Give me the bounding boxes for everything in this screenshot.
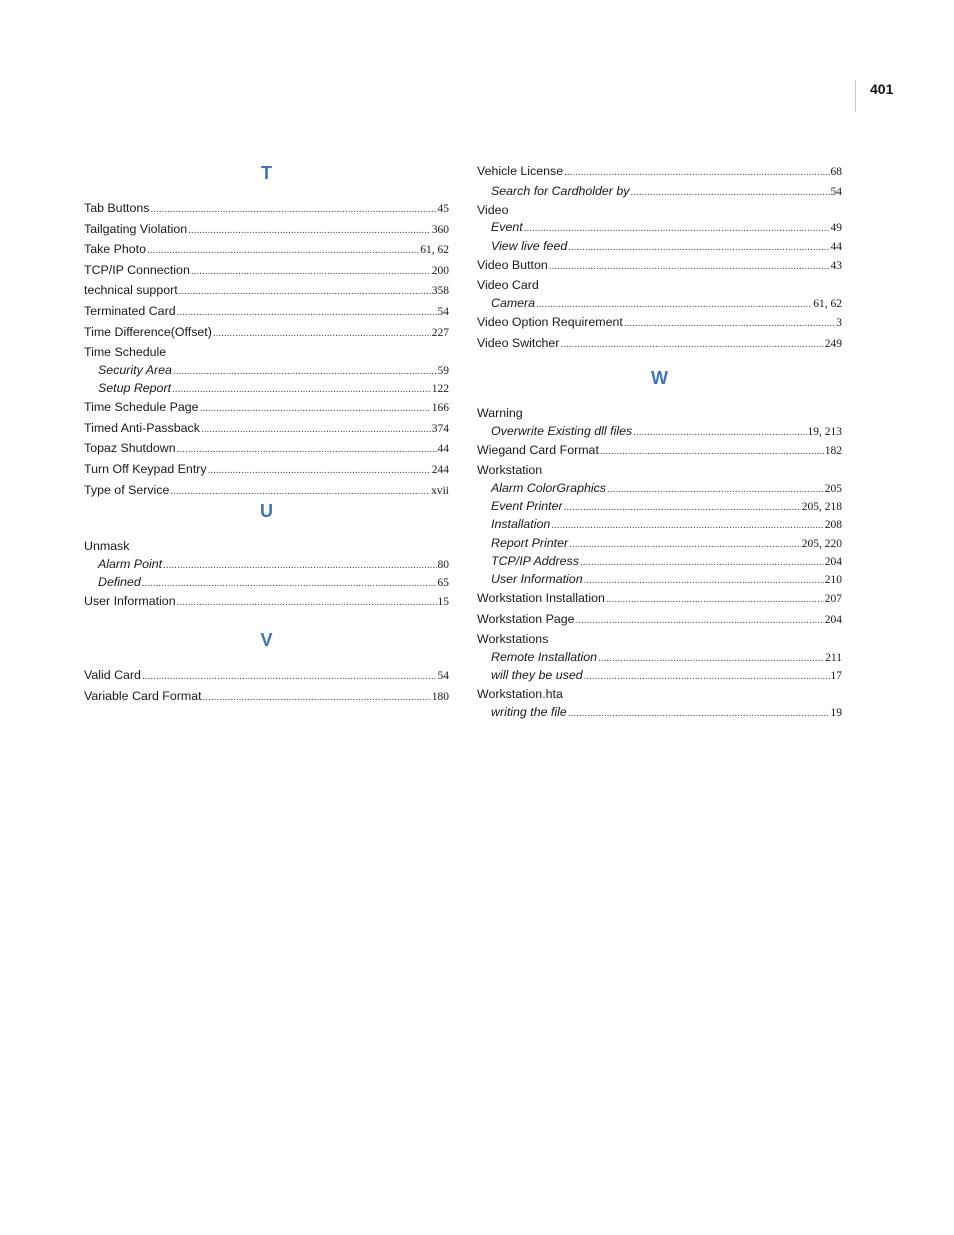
page-reference-link[interactable]: 227: [431, 326, 449, 339]
index-term: Alarm ColorGraphics: [491, 480, 606, 495]
page-reference-link[interactable]: 19, 213: [807, 425, 842, 438]
dot-leader: [584, 571, 824, 589]
dot-leader: [201, 419, 431, 440]
dot-leader: [607, 480, 824, 498]
index-subentry: [477, 571, 842, 589]
dot-leader: [598, 649, 824, 667]
index-term: Terminated Card: [84, 303, 176, 318]
dot-leader: [203, 687, 431, 708]
dot-leader: [524, 219, 830, 237]
dot-leader: [624, 313, 835, 334]
page-reference-link[interactable]: 205: [824, 482, 842, 495]
page-reference-link[interactable]: 211: [825, 651, 842, 664]
section-letter-heading: W: [651, 368, 668, 388]
page-reference-link[interactable]: 54: [437, 305, 449, 318]
page-reference-link[interactable]: xvii: [431, 484, 449, 497]
page-reference-link[interactable]: 3: [836, 317, 842, 330]
page-reference-link[interactable]: 182: [824, 444, 842, 457]
index-term: will they be used: [491, 668, 583, 683]
index-entry-list: [84, 666, 449, 707]
index-term: Search for Cardholder by: [491, 183, 630, 198]
index-entry: [477, 461, 842, 480]
index-term: Overwrite Existing dll files: [491, 423, 633, 438]
page-reference-link[interactable]: 208: [824, 519, 842, 532]
index-term: writing the file: [491, 704, 567, 719]
index-term: Tailgating Violation: [84, 221, 188, 236]
index-entry-list: [477, 404, 842, 722]
index-term: Setup Report: [98, 380, 172, 395]
index-term: Time Schedule: [84, 345, 167, 360]
index-entry: [477, 404, 842, 423]
index-entry: [477, 256, 842, 277]
index-term: Timed Anti-Passback: [84, 420, 200, 435]
page-reference-link[interactable]: 244: [431, 463, 449, 476]
index-term: Vehicle License: [477, 164, 564, 178]
dot-leader: [551, 516, 824, 534]
index-term: Report Printer: [491, 535, 569, 550]
index-term: Warning: [477, 406, 523, 420]
index-subentry: [477, 183, 842, 201]
page-reference-link[interactable]: 61, 62: [420, 244, 449, 257]
index-entry: [477, 334, 842, 355]
page-reference-link[interactable]: 44: [830, 240, 842, 253]
page-reference-link[interactable]: 61, 62: [813, 297, 842, 310]
index-term: User Information: [84, 594, 176, 608]
index-term: Defined: [98, 574, 141, 589]
page-reference-link[interactable]: 68: [830, 166, 842, 178]
index-term: Time Difference(Offset): [84, 324, 212, 339]
index-term: Video Card: [477, 278, 539, 293]
index-entry: [84, 323, 449, 344]
index-term: Variable Card Format: [84, 688, 202, 703]
index-term: technical support: [84, 283, 178, 298]
index-term: Type of Service: [84, 482, 170, 497]
index-entry: [84, 240, 449, 261]
index-term: Video Option Requirement: [477, 315, 623, 330]
index-term: Camera: [491, 295, 536, 310]
page-number: 401: [870, 81, 894, 97]
index-term: Tab Buttons: [84, 201, 150, 215]
page-reference-link[interactable]: 200: [431, 264, 449, 277]
index-entry-list: [477, 162, 842, 354]
dot-leader: [200, 398, 431, 419]
page-reference-link[interactable]: 49: [830, 222, 842, 235]
dot-leader: [560, 334, 823, 355]
index-subentry: [477, 516, 842, 534]
dot-leader: [600, 441, 824, 462]
dot-leader: [188, 220, 431, 241]
index-term: Unmask: [84, 539, 130, 553]
dot-leader: [191, 261, 431, 282]
page-reference-link[interactable]: 180: [431, 690, 449, 703]
index-subentry: [84, 556, 449, 574]
index-entry: [84, 261, 449, 282]
index-entry: [477, 630, 842, 649]
dot-leader: [569, 535, 801, 553]
page-reference-link[interactable]: 80: [437, 558, 449, 571]
dot-leader: [177, 439, 437, 460]
section-letter-heading: V: [260, 630, 273, 650]
page-reference-link[interactable]: 45: [437, 203, 449, 215]
dot-leader: [584, 667, 830, 685]
index-entry-list: [84, 199, 449, 501]
index-term: View live feed: [491, 238, 568, 253]
index-entry: [84, 460, 449, 481]
dot-leader: [172, 380, 431, 398]
page-header: [855, 80, 893, 112]
index-entry: [84, 537, 449, 556]
index-entry: [84, 281, 449, 302]
index-term: Event Printer: [491, 499, 563, 514]
dot-leader: [630, 183, 829, 201]
page-reference-link[interactable]: 44: [437, 443, 449, 456]
dot-leader: [208, 460, 431, 481]
dot-leader: [564, 162, 829, 183]
index-entry: [84, 398, 449, 419]
page-reference-link[interactable]: 358: [431, 285, 449, 298]
index-entry: [84, 666, 449, 687]
index-entry: [84, 220, 449, 241]
dot-leader: [633, 423, 806, 441]
index-term: Workstation: [477, 463, 543, 478]
index-term: TCP/IP Address: [491, 553, 579, 568]
page-reference-link[interactable]: 207: [824, 593, 842, 606]
dot-leader: [564, 498, 801, 516]
index-term: Video: [477, 202, 509, 217]
index-subentry: [477, 480, 842, 498]
section-letter-heading: T: [261, 163, 272, 183]
index-subentry: [477, 704, 842, 722]
index-entry: [84, 592, 449, 613]
index-term: Time Schedule Page: [84, 400, 199, 415]
index-section: [84, 500, 449, 613]
index-entry: [477, 201, 842, 220]
index-term: Workstation Installation: [477, 591, 605, 606]
index-entry: [477, 685, 842, 704]
index-entry: [477, 589, 842, 610]
page-reference-link[interactable]: 17: [830, 670, 842, 683]
index-term: Alarm Point: [98, 556, 163, 571]
dot-leader: [606, 589, 824, 610]
index-entry: [84, 481, 449, 502]
index-section: [477, 367, 842, 722]
page-reference-link[interactable]: 15: [437, 596, 449, 608]
index-term: User Information: [491, 572, 583, 586]
page-reference-link[interactable]: 360: [431, 223, 449, 236]
index-subentry: [477, 295, 842, 313]
index-subentry: [477, 667, 842, 685]
page-reference-link[interactable]: 374: [431, 422, 449, 435]
index-term: Workstation Page: [477, 611, 575, 626]
index-term: Topaz Shutdown: [84, 441, 176, 456]
dot-leader: [536, 295, 812, 313]
index-subentry: [477, 498, 842, 516]
index-subentry: [477, 238, 842, 256]
index-entry-list: [84, 537, 449, 613]
page-reference-link[interactable]: 122: [431, 382, 449, 395]
index-term: Workstation.hta: [477, 687, 563, 702]
dot-leader: [147, 240, 419, 261]
index-entry: [84, 419, 449, 440]
dot-leader: [150, 199, 436, 220]
index-entry: [477, 313, 842, 334]
dot-leader: [179, 281, 431, 302]
page-reference-link[interactable]: 205, 220: [801, 537, 842, 550]
dot-leader: [568, 704, 830, 722]
index-term: Remote Installation: [491, 649, 598, 664]
index-entry: [84, 302, 449, 323]
page-reference-link[interactable]: 54: [437, 670, 449, 682]
index-entry: [84, 343, 449, 362]
index-subentry: [477, 553, 842, 571]
page-reference-link[interactable]: 59: [437, 364, 449, 377]
index-entry: [477, 162, 842, 183]
index-entry: [84, 439, 449, 460]
index-term: Security Area: [98, 362, 172, 377]
page-reference-link[interactable]: 210: [824, 574, 842, 586]
index-term: Event: [491, 220, 523, 235]
index-entry: [84, 199, 449, 220]
index-subentry: [84, 380, 449, 398]
section-letter-heading: U: [260, 501, 273, 521]
page-reference-link[interactable]: 204: [824, 555, 842, 568]
page-reference-link[interactable]: 204: [824, 613, 842, 626]
dot-leader: [142, 666, 437, 687]
index-subentry: [84, 362, 449, 380]
page-reference-link[interactable]: 166: [431, 402, 449, 415]
index-term: Take Photo: [84, 242, 146, 257]
index-section: [84, 162, 449, 501]
index-entry: [84, 687, 449, 708]
index-entry: [477, 610, 842, 631]
index-subentry: [477, 423, 842, 441]
page-reference-link[interactable]: 65: [437, 576, 449, 589]
index-term: Turn Off Keypad Entry: [84, 461, 207, 476]
page-reference-link[interactable]: 249: [824, 337, 842, 350]
dot-leader: [173, 362, 437, 380]
dot-leader: [177, 592, 437, 613]
index-section: [477, 162, 842, 354]
dot-leader: [568, 238, 829, 256]
page-reference-link[interactable]: 43: [830, 259, 842, 272]
dot-leader: [177, 302, 437, 323]
index-term: Workstations: [477, 632, 549, 647]
index-term: Valid Card: [84, 668, 141, 682]
dot-leader: [576, 610, 824, 631]
dot-leader: [170, 481, 430, 502]
index-term: TCP/IP Connection: [84, 262, 190, 277]
page-reference-link[interactable]: 54: [830, 185, 842, 198]
index-term: Installation: [491, 517, 551, 532]
index-subentry: [477, 219, 842, 237]
index-term: Video Button: [477, 257, 548, 272]
dot-leader: [580, 553, 824, 571]
dot-leader: [213, 323, 431, 344]
index-term: Video Switcher: [477, 335, 560, 350]
index-term: Wiegand Card Format: [477, 442, 599, 457]
index-section: [84, 629, 449, 707]
dot-leader: [163, 556, 436, 574]
index-subentry: [477, 535, 842, 553]
page-reference-link[interactable]: 19: [830, 706, 842, 719]
index-subentry: [84, 574, 449, 592]
index-entry: [477, 441, 842, 462]
index-entry: [477, 276, 842, 295]
dot-leader: [142, 574, 437, 592]
dot-leader: [549, 256, 830, 277]
index-subentry: [477, 649, 842, 667]
page-reference-link[interactable]: 205, 218: [801, 501, 842, 514]
